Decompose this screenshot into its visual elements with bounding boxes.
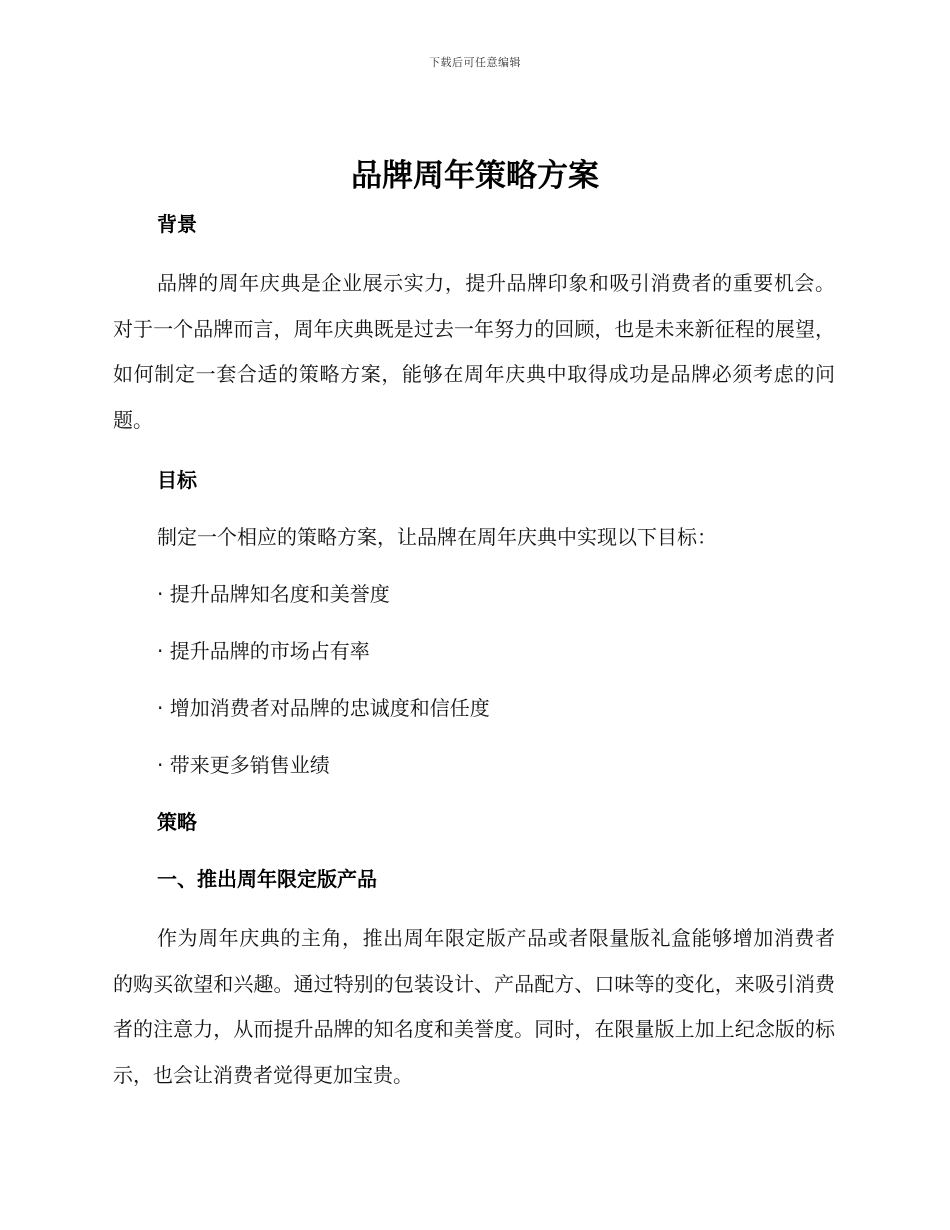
goals-intro: 制定一个相应的策略方案，让品牌在周年庆典中实现以下目标： [157,525,717,549]
goal-item: · 提升品牌知名度和美誉度 [157,582,390,606]
background-paragraph: 品牌的周年庆典是企业展示实力，提升品牌印象和吸引消费者的重要机会。对于一个品牌而言，周年庆典既是过去一年努力的回顾，也是未来新征程的展望，如何制定一套合适的策略方案，能够在周年庆典中取得成功是品牌必须考虑的问题。 [113,271,835,432]
goal-item: · 带来更多销售业绩 [157,753,330,777]
subsection-heading-limited-edition: 一、推出周年限定版产品 [157,867,377,891]
goal-item: · 增加消费者对品牌的忠诚度和信任度 [157,696,490,720]
goal-item: · 提升品牌的市场占有率 [157,639,370,663]
section-heading-background: 背景 [157,212,197,236]
page-title: 品牌周年策略方案 [351,158,599,194]
document-body [113,204,835,1098]
header-note: 下载后可任意编辑 [429,56,521,69]
limited-edition-paragraph: 作为周年庆典的主角，推出周年限定版产品或者限量版礼盒能够增加消费者的购买欲望和兴趣。通过特别的包装设计、产品配方、口味等的变化，来吸引消费者的注意力，从而提升品牌的知名度和美誉度。同时，在限量版上加上纪念版的标示，也会让消费者觉得更加宝贵。 [113,926,835,1087]
section-heading-strategy: 策略 [157,810,197,834]
section-heading-goals: 目标 [157,468,197,492]
